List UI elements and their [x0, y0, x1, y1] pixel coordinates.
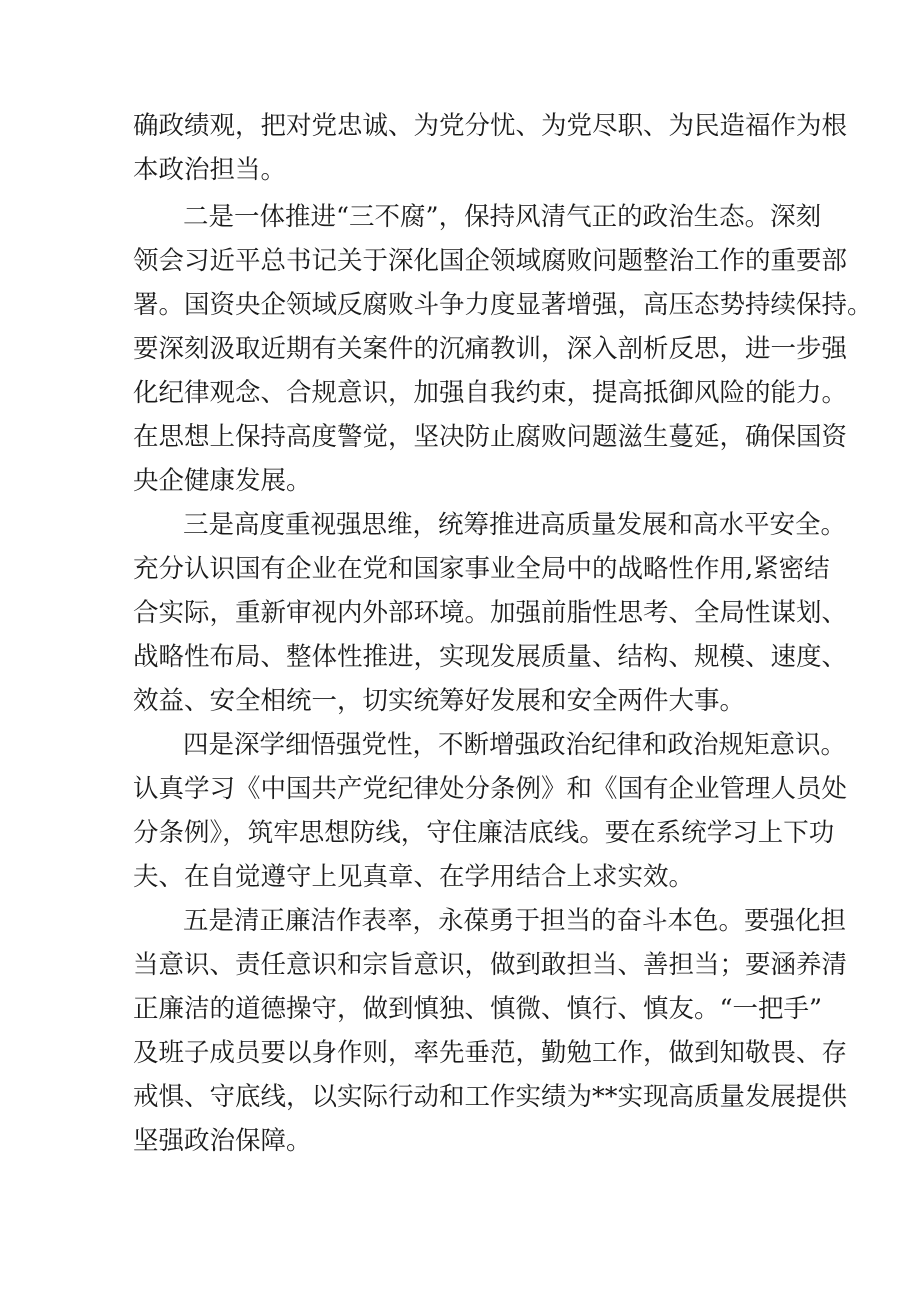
- text-line: [0, 459, 920, 503]
- text-line-content: 认真学习《中国共产党纪律处分条例》和《国有企业管理人员处: [133, 774, 848, 804]
- text-line: [0, 723, 920, 767]
- text-line: [0, 987, 920, 1031]
- text-line: [0, 1075, 920, 1119]
- text-line-content: 要深刻汲取近期有关案件的沉痛教训，深入剖析反思，进一步强: [133, 334, 848, 364]
- text-line-content: 及班子成员要以身作则，率先垂范，勤勉工作，做到知敬畏、存: [133, 1038, 848, 1068]
- text-line-content: 四是深学细悟强党性，不断增强政治纪律和政治规矩意识。: [183, 730, 847, 760]
- text-line: [0, 547, 920, 591]
- text-line-content: 合实际，重新审视内外部环境。加强前脂性思考、全局性谋划、: [133, 598, 848, 628]
- text-line-content: 正廉洁的道德操守，做到慎独、慎微、慎行、慎友。“一把手”: [133, 994, 823, 1024]
- text-line: [0, 855, 920, 899]
- text-line-content: 署。国资央企领域反腐败斗争力度显著增强，高压态势持续保持。: [133, 290, 873, 320]
- text-line: [0, 899, 920, 943]
- text-line-content: 戒惧、守底线，以实际行动和工作实绩为**实现高质量发展提供: [133, 1082, 848, 1112]
- text-line: [0, 104, 920, 148]
- text-line: [0, 591, 920, 635]
- text-line: [0, 679, 920, 723]
- text-line-content: 夫、在自觉遵守上见真章、在学用结合上求实效。: [133, 862, 695, 892]
- text-line-content: 三是高度重视强思维，统筹推进高质量发展和高水平安全。: [183, 510, 847, 540]
- text-line: [0, 1031, 920, 1075]
- text-line-content: 效益、安全相统一，切实统筹好发展和安全两件大事。: [133, 686, 746, 716]
- text-line: [0, 943, 920, 987]
- text-line-content: 分条例》，筑牢思想防线，守住廉洁底线。要在系统学习上下功: [133, 818, 835, 848]
- text-line: [0, 283, 920, 327]
- text-line: [0, 239, 920, 283]
- text-line-content: 领会习近平总书记关于深化国企领域腐败问题整治工作的重要部: [133, 246, 848, 276]
- text-line: [0, 195, 920, 239]
- text-line-content: 央企健康发展。: [133, 466, 312, 496]
- text-line: [0, 415, 920, 459]
- text-line-content: 在思想上保持高度警觉，坚决防止腐败问题滋生蔓延，确保国资: [133, 422, 848, 452]
- text-line: [0, 327, 920, 371]
- text-line-content: 战略性布局、整体性推进，实现发展质量、结构、规模、速度、: [133, 642, 848, 672]
- text-line-content: 充分认识国有企业在党和国家事业全局中的战略性作用,紧密结: [133, 554, 830, 584]
- text-line-content: 本政治担当。: [133, 155, 287, 185]
- text-line: [0, 371, 920, 415]
- text-line: [0, 767, 920, 811]
- text-line-content: 二是一体推进“三不腐”，保持风清气正的政治生态。深刻: [183, 202, 822, 232]
- text-line-content: 五是清正廉洁作表率，永葆勇于担当的奋斗本色。要强化担: [183, 906, 847, 936]
- text-line: [0, 811, 920, 855]
- text-line-content: 确政绩观，把对党忠诚、为党分忧、为党尽职、为民造福作为根: [133, 111, 848, 141]
- text-line-content: 坚强政治保障。: [133, 1126, 312, 1156]
- text-line: [0, 148, 920, 192]
- text-line-content: 化纪律观念、合规意识，加强自我约束，提高抵御风险的能力。: [133, 378, 848, 408]
- text-line: [0, 503, 920, 547]
- text-line-content: 当意识、责任意识和宗旨意识，做到敢担当、善担当；要涵养清: [133, 950, 848, 980]
- text-line: [0, 635, 920, 679]
- text-line: [0, 1119, 920, 1163]
